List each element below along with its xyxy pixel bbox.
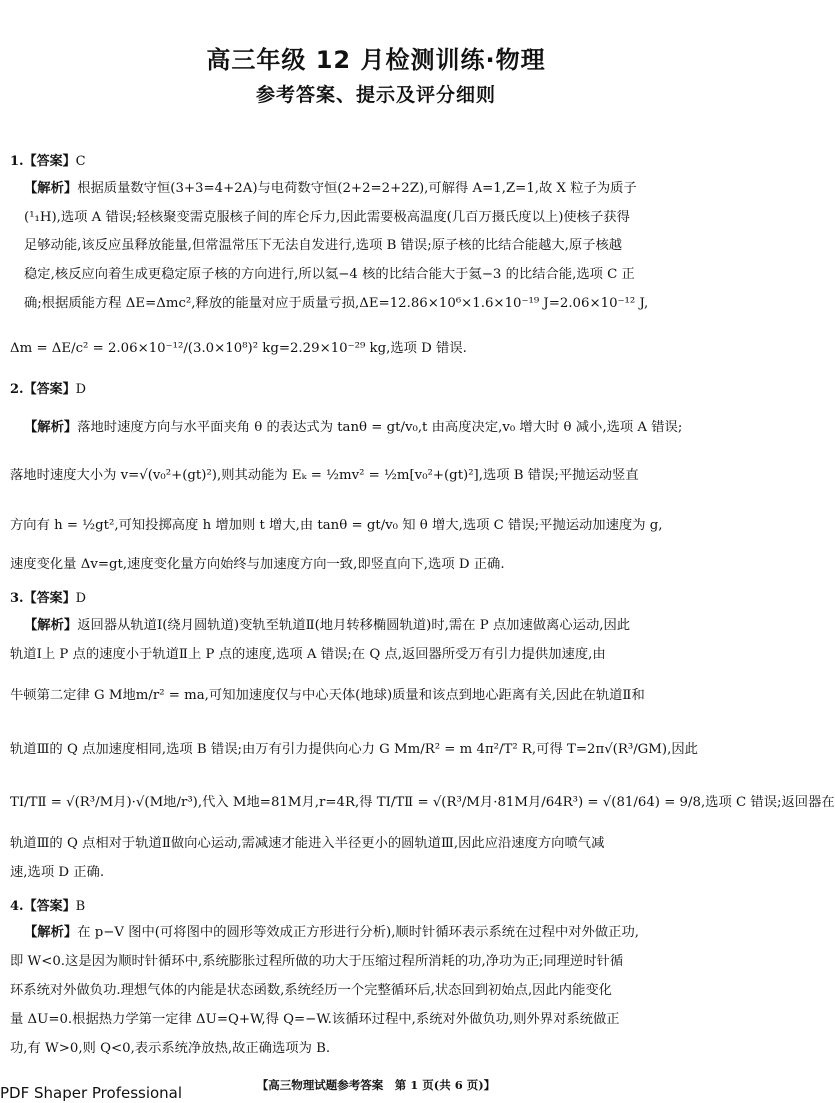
section-text: 根据质量数守恒(3+3=4+2A)与电荷数守恒(2+2=2+2Z),可解得 A=1,Z=1,故 X 粒子为质子	[77, 181, 637, 196]
explanation-2-line-3: 方向有 h = ½gt²,可知投掷高度 h 增加则 t 增大,由 tanθ = gt/v₀ 知 θ 增大,选项 C 错误;平抛运动加速度为 g,	[10, 518, 663, 533]
watermark-text: PDF Shaper Professional	[0, 1084, 183, 1102]
explanation-4-line-4: 量 ΔU=0.根据热力学第一定律 ΔU=Q+W,得 Q=−W.该循环过程中,系统对外做负功,则外界对系统做正	[10, 1012, 620, 1027]
explanation-4-line-3: 环系统对外做负功.理想气体的内能是状态函数,系统经历一个完整循环后,状态回到初始点,因此内能变化	[10, 983, 612, 998]
page-subtitle: 参考答案、提示及评分细则	[255, 84, 496, 106]
page-title: 高三年级 12 月检测训练·物理	[206, 46, 546, 74]
explanation-1-line-6: Δm = ΔE/c² = 2.06×10⁻¹²/(3.0×10⁸)² kg=2.29×10⁻²⁹ kg,选项 D 错误.	[10, 341, 467, 356]
explanation-3-line-7: 速,选项 D 正确.	[10, 865, 105, 880]
explanation-3-line-5: TⅠ/TⅡ = √(R³/M月)·√(M地/r³),代入 M地=81M月,r=4R,得 TⅠ/TⅡ = √(R³/M月·81M月/64R³) = √(81/64) = 9/8,选项 C 错误;返回器在	[10, 795, 835, 810]
explanation-1-line-2: (¹₁H),选项 A 错误;轻核聚变需克服核子间的库仑斥力,因此需要极高温度(几百万摄氏度以上)使核子获得	[24, 210, 630, 225]
answer-1	[10, 150, 86, 169]
section-text: B	[75, 899, 86, 914]
section-label: 【解析】	[24, 618, 78, 633]
answer-4	[10, 895, 85, 914]
explanation-3-line-1	[24, 618, 740, 633]
section-label: 1.【答案】	[10, 154, 76, 169]
explanation-2-line-4: 速度变化量 Δv=gt,速度变化量方向始终与加速度方向一致,即竖直向下,选项 D 正确.	[10, 557, 505, 572]
answer-3	[10, 587, 86, 606]
explanation-3-line-2: 轨道Ⅰ上 P 点的速度小于轨道Ⅱ上 P 点的速度,选项 A 错误;在 Q 点,返回器所受万有引力提供加速度,由	[10, 647, 606, 662]
explanation-2-line-2: 落地时速度大小为 v=√(v₀²+(gt)²),则其动能为 Eₖ = ½mv² = ½m[v₀²+(gt)²],选项 B 错误;平抛运动竖直	[10, 468, 639, 483]
section-label: 【解析】	[24, 181, 78, 196]
section-text: D	[75, 382, 87, 397]
section-label: 【解析】	[24, 925, 78, 940]
explanation-1-line-1	[24, 181, 740, 196]
page-footer: 【高三物理试题参考答案 第 1 页(共 6 页)】	[256, 1078, 496, 1092]
section-label: 3.【答案】	[10, 591, 76, 606]
explanation-3-line-6: 轨道Ⅲ的 Q 点相对于轨道Ⅱ做向心运动,需减速才能进入半径更小的圆轨道Ⅲ,因此应沿速度方向喷气减	[10, 836, 605, 851]
explanation-3-line-4: 轨道Ⅲ的 Q 点加速度相同,选项 B 错误;由万有引力提供向心力 G Mm/R² = m 4π²/T² R,可得 T=2π√(R³/GM),因此	[10, 742, 698, 757]
explanation-4-line-5: 功,有 W>0,则 Q<0,表示系统净放热,故正确选项为 B.	[10, 1041, 331, 1056]
answer-2	[10, 378, 86, 397]
section-text: 在 p−V 图中(可将图中的圆形等效成正方形进行分析),顺时针循环表示系统在过程中对外做正功,	[77, 925, 640, 940]
section-label: 4.【答案】	[10, 899, 76, 914]
explanation-1-line-3: 足够动能,该反应虽释放能量,但常温常压下无法自发进行,选项 B 错误;原子核的比结合能越大,原子核越	[24, 238, 623, 253]
section-text: 落地时速度方向与水平面夹角 θ 的表达式为 tanθ = gt/v₀,t 由高度决定,v₀ 增大时 θ 减小,选项 A 错误;	[77, 420, 683, 435]
explanation-1-line-4: 稳定,核反应向着生成更稳定原子核的方向进行,所以氦−4 核的比结合能大于氦−3 的比结合能,选项 C 正	[24, 267, 635, 282]
section-text: 返回器从轨道Ⅰ(绕月圆轨道)变轨至轨道Ⅱ(地月转移椭圆轨道)时,需在 P 点加速做离心运动,因此	[77, 618, 631, 633]
section-label: 2.【答案】	[10, 382, 76, 397]
explanation-4-line-1	[24, 925, 740, 940]
explanation-2-line-1	[24, 420, 740, 435]
section-text: C	[75, 154, 86, 169]
explanation-3-line-3: 牛顿第二定律 G M地m/r² = ma,可知加速度仅与中心天体(地球)质量和该点到地心距离有关,因此在轨道Ⅱ和	[10, 688, 645, 703]
explanation-4-line-2: 即 W<0.这是因为顺时针循环中,系统膨胀过程所做的功大于压缩过程所消耗的功,净功为正;同理逆时针循	[10, 954, 624, 969]
section-text: D	[75, 591, 87, 606]
explanation-1-line-5: 确;根据质能方程 ΔE=Δmc²,释放的能量对应于质量亏损,ΔE=12.86×10⁶×1.6×10⁻¹⁹ J=2.06×10⁻¹² J,	[24, 296, 649, 311]
section-label: 【解析】	[24, 420, 78, 435]
